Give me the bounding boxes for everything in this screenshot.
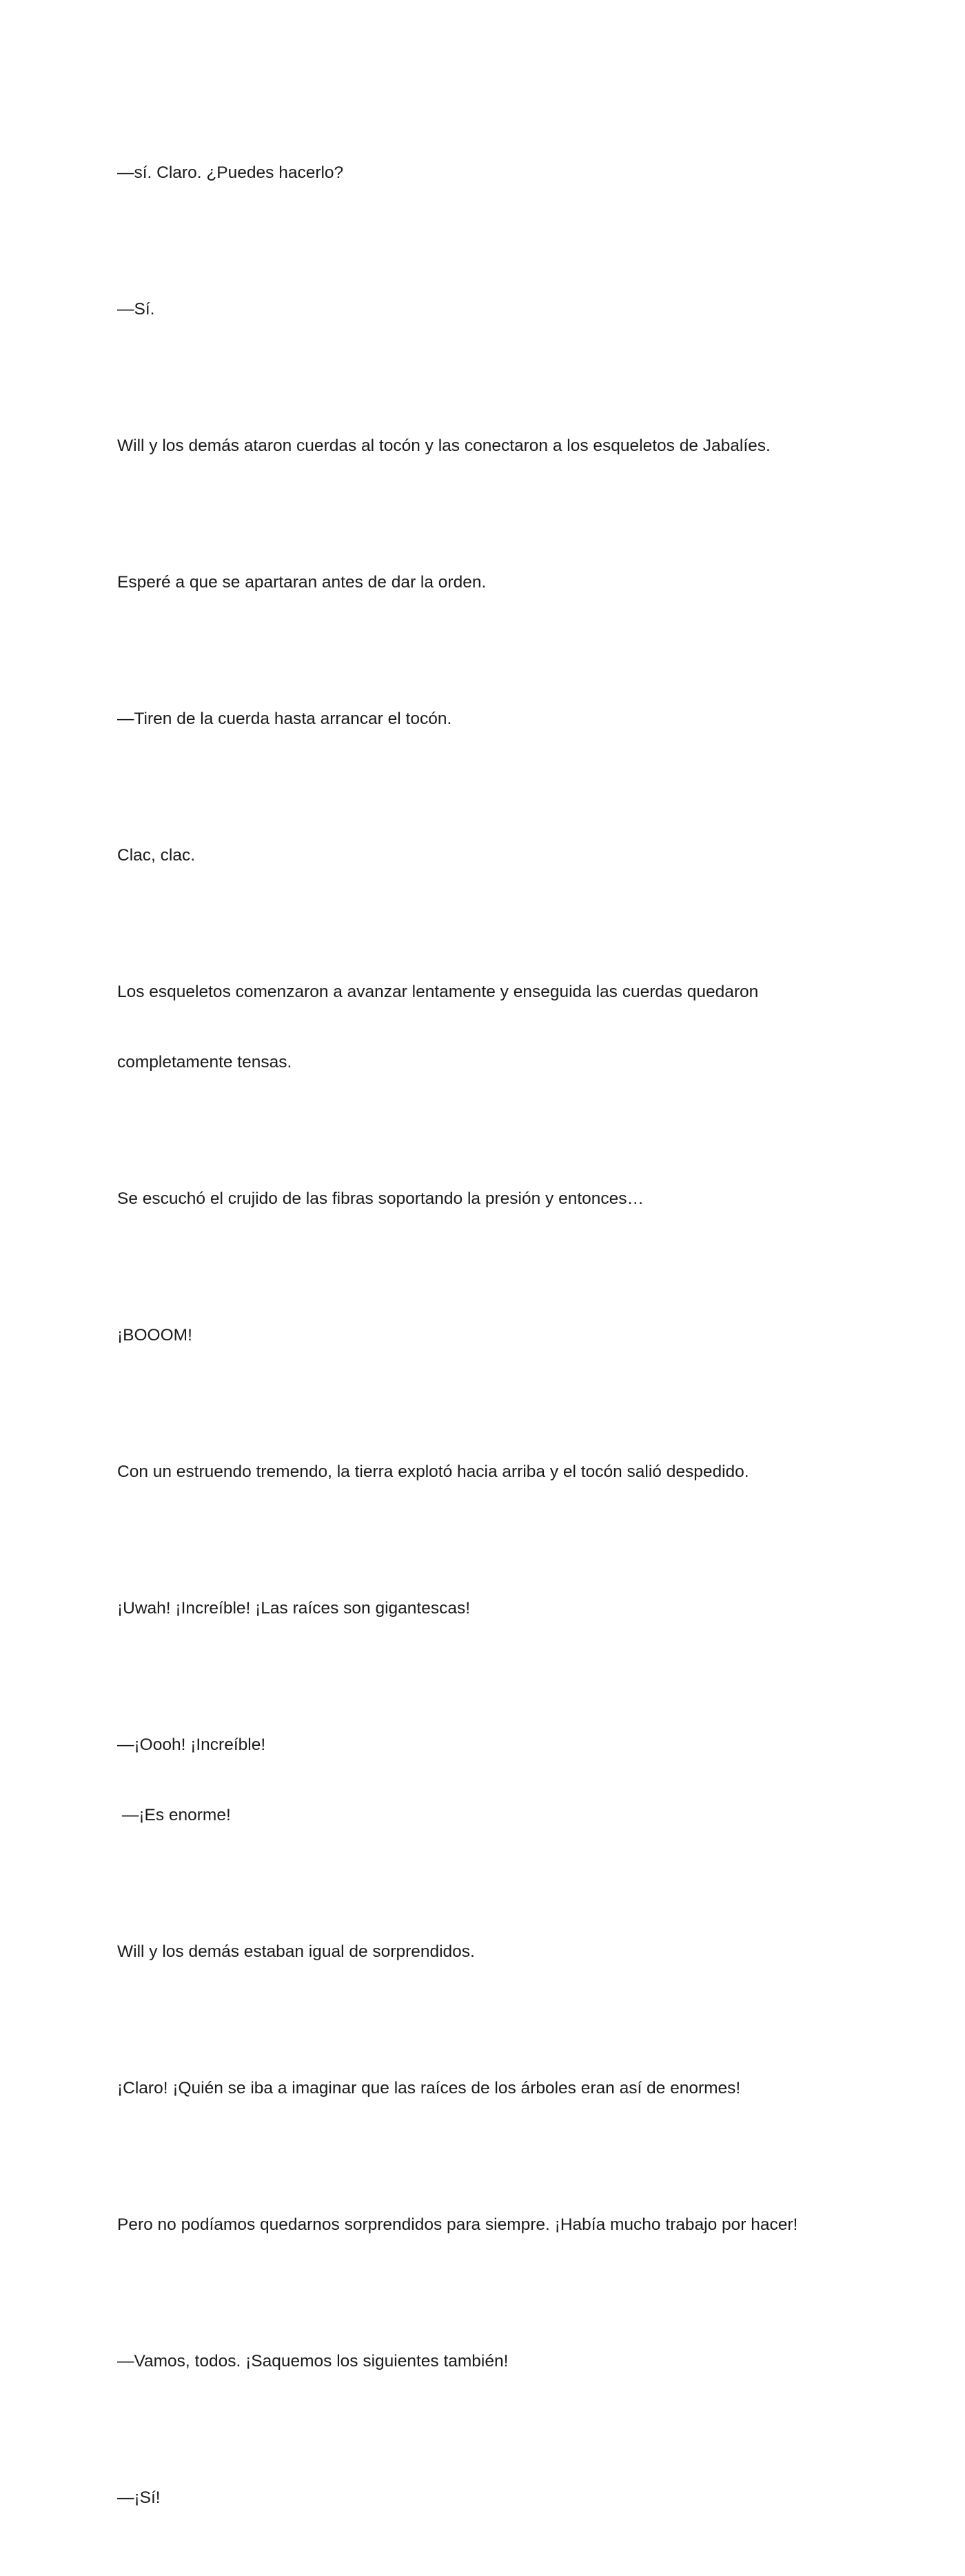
paragraph	[117, 1687, 862, 1874]
paragraph	[117, 1893, 862, 2011]
paragraph-line: Clac, clac.	[117, 846, 196, 865]
paragraph	[117, 2439, 862, 2557]
paragraph-line: ¡Claro! ¡Quién se iba a imaginar que las raíces de los árboles eran así de enormes!	[117, 2079, 741, 2097]
paragraph	[117, 524, 862, 641]
paragraph-line: Will y los demás ataron cuerdas al tocón y las conectaron a los esqueletos de Jabalíes.	[117, 436, 771, 455]
paragraph	[117, 1413, 862, 1531]
paragraph	[117, 388, 862, 505]
paragraph-line: —Sí.	[117, 300, 155, 319]
paragraph	[117, 1140, 862, 1258]
paragraph-line: —¡Es enorme!	[117, 1806, 231, 1824]
paragraph-line: Will y los demás estaban igual de sorprendidos.	[117, 1942, 475, 1961]
paragraph-line: —Tiren de la cuerda hasta arrancar el tocón.	[117, 710, 452, 728]
paragraph-line: Con un estruendo tremendo, la tierra explotó hacia arriba y el tocón salió despedido.	[117, 1462, 749, 1481]
paragraph	[117, 2166, 862, 2284]
paragraph	[117, 114, 862, 232]
paragraph-line: —sí. Claro. ¿Puedes hacerlo?	[117, 163, 344, 182]
paragraph	[117, 251, 862, 368]
paragraph-line: —Vamos, todos. ¡Saquemos los siguientes también!	[117, 2352, 509, 2371]
paragraph	[117, 661, 862, 778]
document-body	[117, 114, 862, 2576]
paragraph	[117, 1277, 862, 1394]
paragraph-line: —¡Sí!	[117, 2488, 161, 2507]
paragraph	[117, 934, 862, 1121]
paragraph	[117, 1550, 862, 1667]
paragraph-line: Esperé a que se apartaran antes de dar la orden.	[117, 573, 487, 592]
paragraph-line: ¡Uwah! ¡Increíble! ¡Las raíces son gigantescas!	[117, 1599, 471, 1618]
paragraph-line: ¡BOOOM!	[117, 1326, 192, 1345]
paragraph-line: Pero no podíamos quedarnos sorprendidos para siempre. ¡Había mucho trabajo por hacer!	[117, 2215, 798, 2234]
paragraph	[117, 2030, 862, 2147]
paragraph-line: completamente tensas.	[117, 1053, 292, 1071]
paragraph-line: Los esqueletos comenzaron a avanzar lentamente y enseguida las cuerdas quedaron	[117, 983, 759, 1001]
paragraph	[117, 2303, 862, 2420]
paragraph-line: Se escuchó el crujido de las fibras soportando la presión y entonces…	[117, 1189, 644, 1208]
paragraph-line: —¡Oooh! ¡Increíble!	[117, 1735, 266, 1754]
paragraph	[117, 797, 862, 914]
